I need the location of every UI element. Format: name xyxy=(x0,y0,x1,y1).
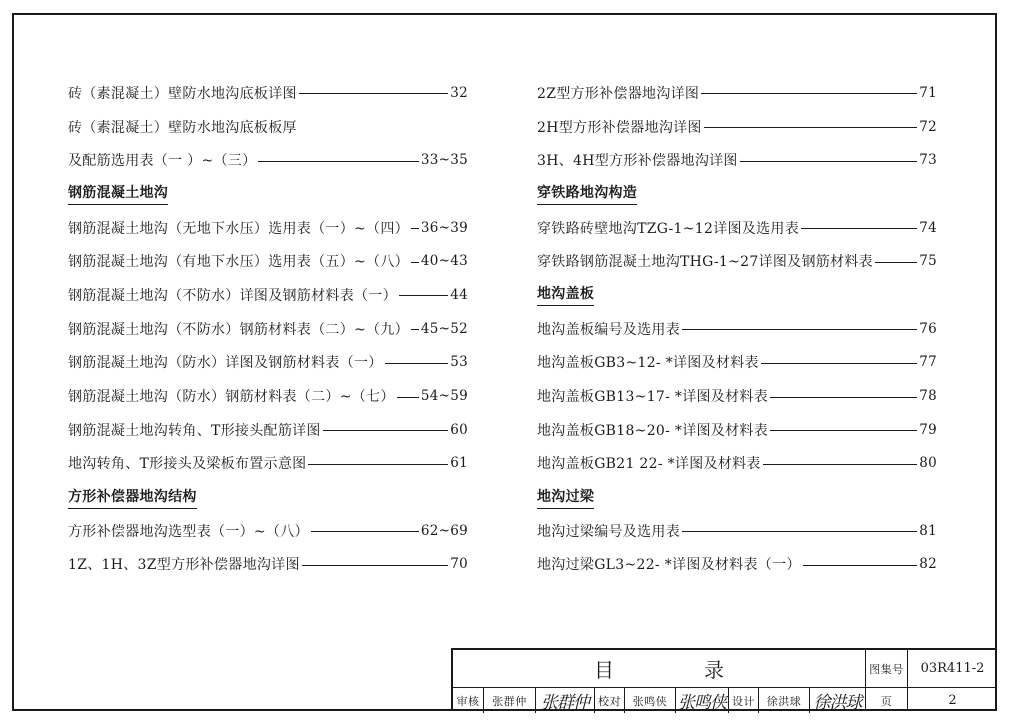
section-heading-text: 穿铁路地沟构造 xyxy=(537,182,637,205)
toc-entry xyxy=(537,211,937,245)
toc-section-heading xyxy=(68,480,468,514)
toc-entry xyxy=(68,110,468,144)
reviewer-signature: 张群仲 xyxy=(541,693,589,713)
entry-page-number: 32 xyxy=(450,84,468,101)
checker-signature: 张鸣侠 xyxy=(678,693,726,713)
entry-page-number: 60 xyxy=(450,421,468,438)
entry-title: 砖（素混凝土）壁防水地沟底板详图 xyxy=(68,85,297,102)
section-heading-text: 方形补偿器地沟结构 xyxy=(68,486,197,509)
entry-page-number: 82 xyxy=(919,556,937,573)
entry-page-number: 76 xyxy=(919,320,937,337)
entry-title: 地沟过梁GL3~22- *详图及材料表（一） xyxy=(537,557,801,574)
leader-line xyxy=(801,228,917,229)
entry-page-number: 62~69 xyxy=(420,522,468,539)
entry-page-number: 33~35 xyxy=(420,152,468,169)
entry-page-number: 79 xyxy=(919,421,937,438)
leader-line xyxy=(299,93,448,94)
leader-line xyxy=(770,397,917,398)
toc-entry xyxy=(68,413,468,447)
leader-line xyxy=(682,531,917,532)
toc-entry xyxy=(68,548,468,582)
entry-page-number: 75 xyxy=(919,253,937,270)
toc-entry xyxy=(68,278,468,312)
entry-page-number: 45~52 xyxy=(420,320,468,337)
leader-line xyxy=(258,161,418,162)
toc-entry xyxy=(68,379,468,413)
page-number: 2 xyxy=(948,693,957,708)
entry-page-number: 36~39 xyxy=(420,219,468,236)
toc-right-column xyxy=(537,76,937,581)
page-label: 页 xyxy=(880,694,893,708)
toc-entry xyxy=(537,346,937,380)
leader-line xyxy=(385,363,449,364)
section-heading-text: 钢筋混凝土地沟 xyxy=(68,182,168,205)
entry-title: 地沟过梁编号及选用表 xyxy=(537,523,680,540)
entry-title: 2H型方形补偿器地沟详图 xyxy=(537,119,702,136)
toc-entry xyxy=(537,379,937,413)
toc-entry xyxy=(68,447,468,481)
entry-title: 穿铁路砖壁地沟TZG-1~12详图及选用表 xyxy=(537,220,799,237)
toc-entry xyxy=(537,548,937,582)
review-label: 审核 xyxy=(456,694,480,708)
toc-section-heading xyxy=(537,480,937,514)
entry-title: 2Z型方形补偿器地沟详图 xyxy=(537,85,700,102)
leader-line xyxy=(411,262,419,263)
toc-entry xyxy=(537,110,937,144)
leader-line xyxy=(770,430,917,431)
leader-line xyxy=(323,430,448,431)
toc-entry xyxy=(68,312,468,346)
sign-row xyxy=(453,688,865,713)
toc-entry xyxy=(537,143,937,177)
toc-entry xyxy=(537,413,937,447)
design-label: 设计 xyxy=(732,694,755,708)
entry-title: 钢筋混凝土地沟（防水）详图及钢筋材料表（一） xyxy=(68,355,383,372)
toc-entry xyxy=(537,447,937,481)
entry-title: 钢筋混凝土地沟（无地下水压）选用表（一）~（四） xyxy=(68,220,409,237)
entry-page-number: 40~43 xyxy=(420,253,468,270)
entry-title: 及配筋选用表（一 ）~（三） xyxy=(68,153,257,170)
entry-page-number: 54~59 xyxy=(420,388,468,405)
entry-page-number: 61 xyxy=(450,455,468,472)
entry-title: 钢筋混凝土地沟（防水）钢筋材料表（二）~（七） xyxy=(68,389,395,406)
leader-line xyxy=(411,228,419,229)
toc-section-heading xyxy=(537,278,937,312)
toc-entry xyxy=(537,514,937,548)
designer-signature: 徐洪球 xyxy=(813,693,862,713)
toc-entry xyxy=(68,514,468,548)
toc-section-heading xyxy=(537,177,937,211)
entry-title: 钢筋混凝土地沟（有地下水压）选用表（五）~（八） xyxy=(68,254,409,271)
entry-page-number: 73 xyxy=(919,152,937,169)
leader-line xyxy=(302,565,448,566)
entry-title: 地沟盖板GB21 22- *详图及材料表 xyxy=(537,456,761,473)
entry-title: 3H、4H型方形补偿器地沟详图 xyxy=(537,153,738,170)
leader-line xyxy=(682,329,917,330)
entry-page-number: 80 xyxy=(919,455,937,472)
entry-title: 穿铁路钢筋混凝土地沟THG-1~27详图及钢筋材料表 xyxy=(537,254,873,271)
entry-page-number: 78 xyxy=(919,388,937,405)
section-heading-text: 地沟盖板 xyxy=(537,283,594,306)
leader-line xyxy=(761,363,917,364)
entry-page-number: 70 xyxy=(450,556,468,573)
leader-line xyxy=(397,397,419,398)
entry-page-number: 77 xyxy=(919,354,937,371)
toc-section-heading xyxy=(68,177,468,211)
check-label: 校对 xyxy=(598,694,621,708)
entry-title: 方形补偿器地沟选型表（一）~（八） xyxy=(68,523,309,540)
leader-line xyxy=(763,464,917,465)
entry-title: 地沟盖板GB3~12- *详图及材料表 xyxy=(537,355,759,372)
leader-line xyxy=(701,93,917,94)
reviewer-name: 张群仲 xyxy=(492,694,527,708)
leader-line xyxy=(311,531,419,532)
toc-entry xyxy=(68,76,468,110)
toc-title-right: 录 xyxy=(704,658,724,682)
entry-title: 砖（素混凝土）壁防水地沟底板板厚 xyxy=(68,119,297,136)
title-block xyxy=(451,648,995,711)
entry-title: 钢筋混凝土地沟（不防水）详图及钢筋材料表（一） xyxy=(68,287,397,304)
atlas-number: 03R411-2 xyxy=(920,661,985,676)
entry-title: 地沟转角、T形接头及梁板布置示意图 xyxy=(68,456,307,473)
entry-title: 钢筋混凝土地沟（不防水）钢筋材料表（二）~（九） xyxy=(68,321,409,338)
leader-line xyxy=(704,127,918,128)
atlas-label: 图集号 xyxy=(869,662,904,676)
toc-entry xyxy=(68,244,468,278)
toc-entry xyxy=(537,76,937,110)
entry-title: 地沟盖板GB18~20- *详图及材料表 xyxy=(537,422,769,439)
toc-entry xyxy=(537,312,937,346)
toc-left-column xyxy=(68,76,468,581)
toc-entry xyxy=(68,143,468,177)
leader-line xyxy=(308,464,448,465)
leader-line xyxy=(411,329,419,330)
toc-entry xyxy=(68,211,468,245)
toc-entry xyxy=(68,346,468,380)
entry-page-number: 53 xyxy=(450,354,468,371)
entry-page-number: 81 xyxy=(919,522,937,539)
leader-line xyxy=(803,565,918,566)
entry-title: 钢筋混凝土地沟转角、T形接头配筋详图 xyxy=(68,422,321,439)
leader-line xyxy=(875,262,917,263)
leader-line xyxy=(740,161,917,162)
entry-title: 地沟盖板GB13~17- *详图及材料表 xyxy=(537,389,769,406)
designer-name: 徐洪球 xyxy=(766,694,802,708)
entry-page-number: 72 xyxy=(919,118,937,135)
checker-name: 张鸣侠 xyxy=(632,694,668,708)
entry-title: 1Z、1H、3Z型方形补偿器地沟详图 xyxy=(68,557,300,574)
section-heading-text: 地沟过梁 xyxy=(537,486,594,509)
entry-page-number: 44 xyxy=(450,286,468,303)
entry-page-number: 74 xyxy=(919,219,937,236)
leader-line xyxy=(399,295,448,296)
entry-page-number: 71 xyxy=(919,84,937,101)
entry-title: 地沟盖板编号及选用表 xyxy=(537,321,680,338)
toc-entry xyxy=(537,244,937,278)
toc-title-left: 目 xyxy=(594,658,614,682)
